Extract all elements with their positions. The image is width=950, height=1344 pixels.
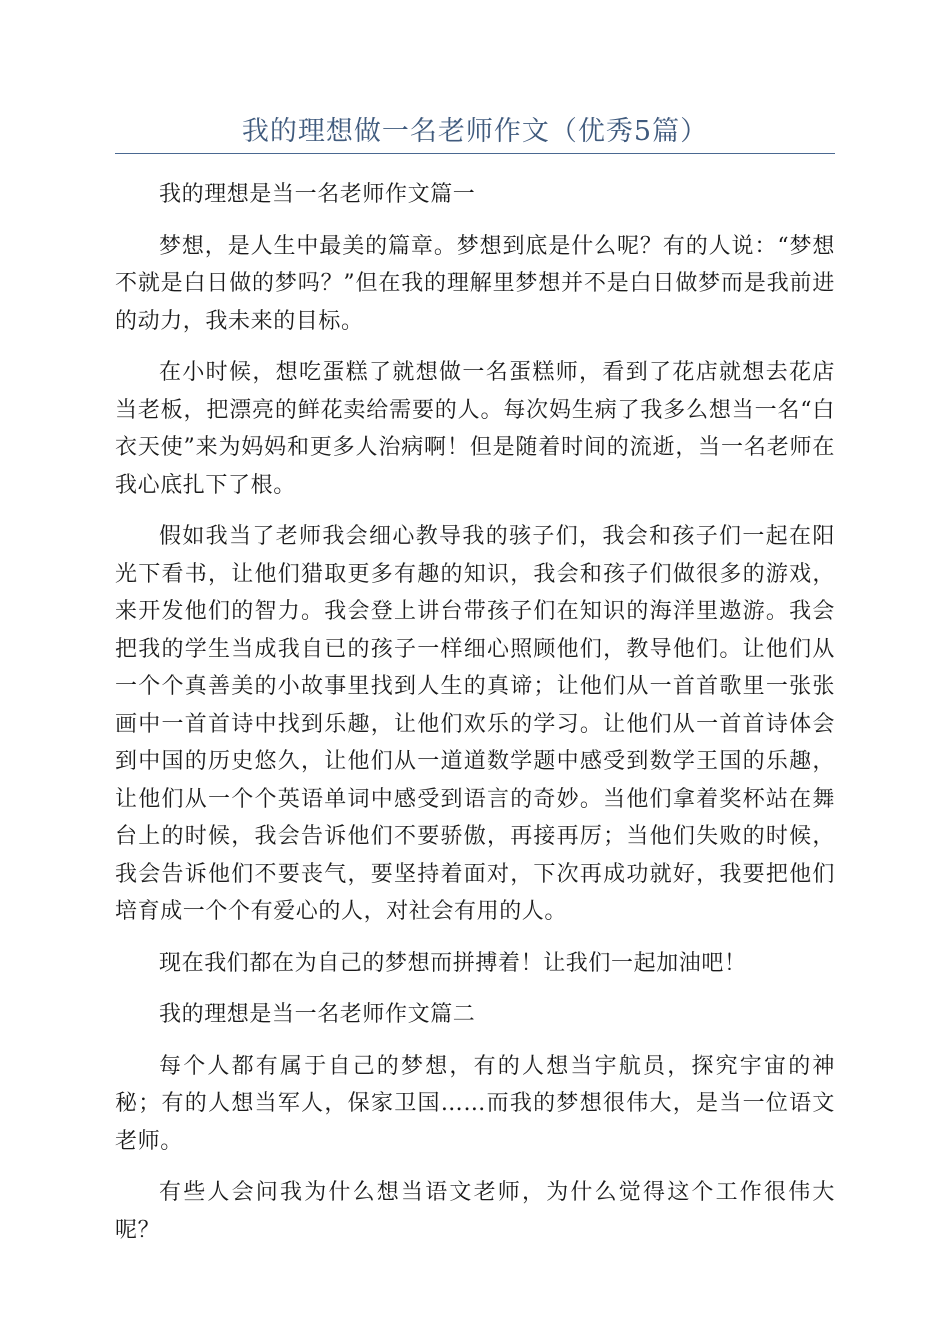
paragraph: 每个人都有属于自己的梦想，有的人想当宇航员，探究宇宙的神秘；有的人想当军人，保家卫国……而我的梦想很伟大，是当一位语文老师。 [115,1053,835,1154]
paragraph: 有些人会问我为什么想当语文老师，为什么觉得这个工作很伟大呢？ [115,1180,835,1243]
section-heading-1: 我的理想是当一名老师作文篇一 [159,182,476,207]
title-underline [115,153,835,154]
paragraph: 假如我当了老师我会细心教导我的骇子们，我会和孩子们一起在阳光下看书，让他们猎取更多有趣的知识，我会和孩子们做很多的游戏，来开发他们的智力。我会登上讲台带孩子们在知识的海洋里遨游。我会把我的学生当成我自已的孩子一样细心照顾他们，教导他们。让他们从一个个真善美的小故事里找到人生的真谛；让他们从一首首歌里一张张画中一首首诗中找到乐趣，让他们欢乐的学习。让他们从一首首诗体会到中国的历史悠久，让他们从一道道数学题中感受到数学王国的乐趣，让他们从一个个英语单词中感受到语言的奇妙。当他们拿着奖杯站在舞台上的时候，我会告诉他们不要骄傲，再接再厉；当他们失败的时候，我会告诉他们不要丧气，要坚持着面对，下次再成功就好，我要把他们培育成一个个有爱心的人，对社会有用的人。 [115,524,835,924]
document-body [115,176,835,1263]
paragraph: 在小时候，想吃蛋糕了就想做一名蛋糕师，看到了花店就想去花店当老板，把漂亮的鲜花卖给需要的人。每次妈生病了我多么想当一名“白衣天使”来为妈妈和更多人治病啊！但是随着时间的流逝，当一名老师在我心底扎下了根。 [115,360,835,498]
paragraph: 梦想，是人生中最美的篇章。梦想到底是什么呢？有的人说：“梦想不就是白日做的梦吗？”但在我的理解里梦想并不是白日做梦而是我前进的动力，我未来的目标。 [115,233,835,334]
section-heading-2: 我的理想是当一名老师作文篇二 [159,1002,476,1027]
paragraph: 现在我们都在为自己的梦想而拼搏着！让我们一起加油吧！ [159,950,747,976]
document-title: 我的理想做一名老师作文（优秀5篇） [241,116,709,147]
